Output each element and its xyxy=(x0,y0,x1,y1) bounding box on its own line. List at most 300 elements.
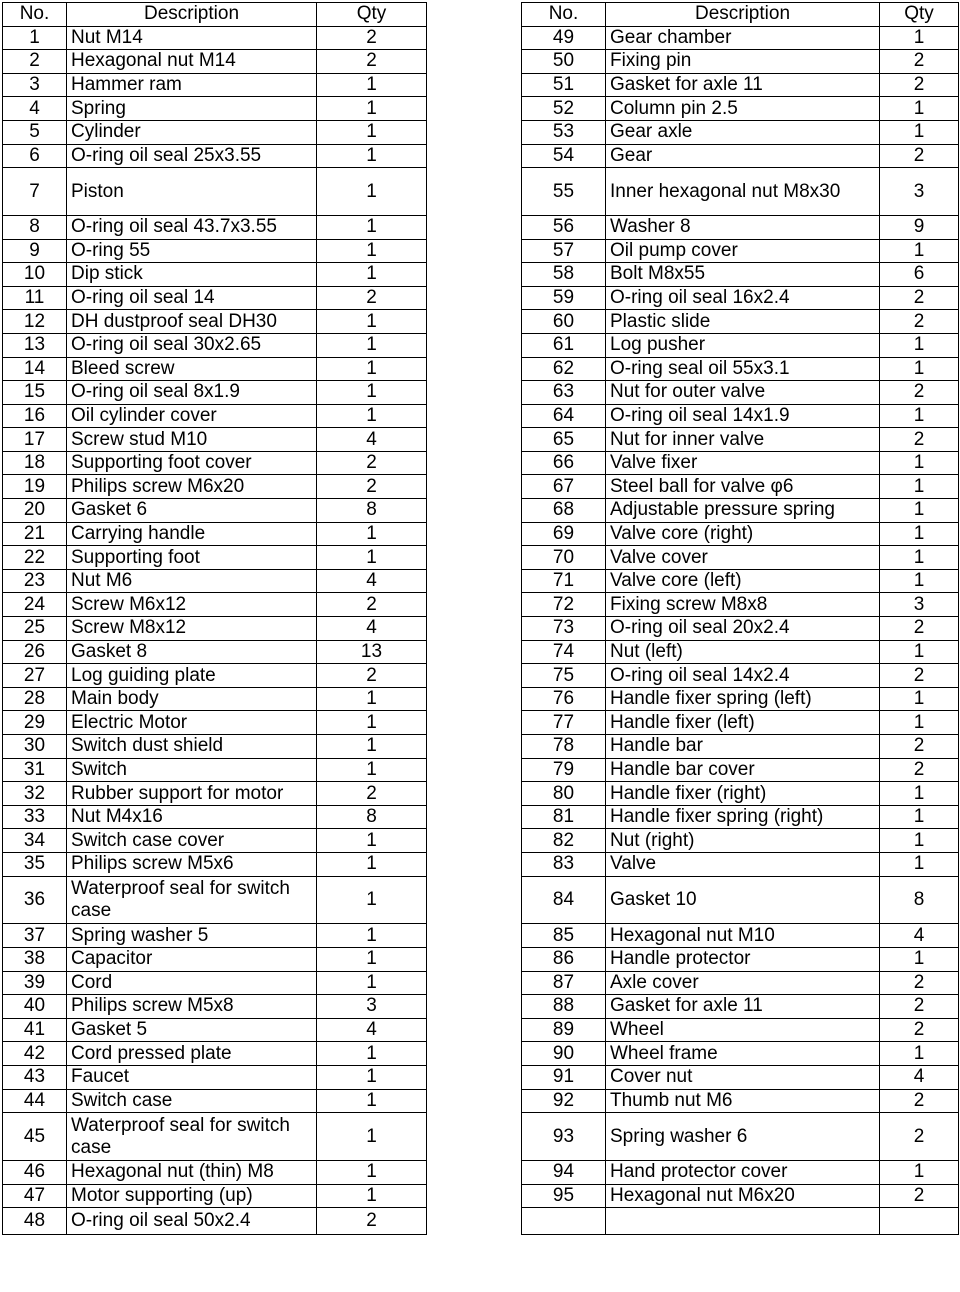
part-description: Screw M6x12 xyxy=(67,593,317,617)
part-description: Valve fixer xyxy=(606,451,880,475)
part-number: 44 xyxy=(3,1089,67,1113)
table-row xyxy=(522,852,959,876)
part-number: 47 xyxy=(3,1184,67,1208)
part-description: Carrying handle xyxy=(67,522,317,546)
part-number: 55 xyxy=(522,168,606,216)
part-number: 48 xyxy=(3,1208,67,1235)
part-number: 7 xyxy=(3,168,67,216)
part-quantity: 2 xyxy=(317,451,427,475)
part-quantity: 2 xyxy=(880,1089,959,1113)
part-number: 33 xyxy=(3,805,67,829)
part-number: 13 xyxy=(3,333,67,357)
part-number: 42 xyxy=(3,1042,67,1066)
part-quantity: 1 xyxy=(317,947,427,971)
part-quantity: 13 xyxy=(317,640,427,664)
part-quantity: 1 xyxy=(317,758,427,782)
table-row xyxy=(3,805,427,829)
table-row xyxy=(522,239,959,263)
part-quantity: 2 xyxy=(880,1018,959,1042)
table-row xyxy=(3,1208,427,1235)
part-quantity: 3 xyxy=(880,593,959,617)
part-description: Handle fixer spring (right) xyxy=(606,805,880,829)
part-quantity: 1 xyxy=(317,735,427,759)
part-quantity: 1 xyxy=(880,451,959,475)
part-quantity: 1 xyxy=(317,97,427,121)
part-number: 84 xyxy=(522,876,606,924)
part-number: 49 xyxy=(522,26,606,50)
part-description: O-ring oil seal 14x1.9 xyxy=(606,404,880,428)
part-quantity: 2 xyxy=(880,995,959,1019)
table-row xyxy=(3,499,427,523)
part-description: Nut M14 xyxy=(67,26,317,50)
part-quantity: 1 xyxy=(317,971,427,995)
part-number: 58 xyxy=(522,263,606,287)
table-row xyxy=(522,971,959,995)
part-quantity: 1 xyxy=(880,499,959,523)
part-quantity: 1 xyxy=(317,215,427,239)
part-number: 60 xyxy=(522,310,606,334)
part-description: Handle fixer (left) xyxy=(606,711,880,735)
part-number: 74 xyxy=(522,640,606,664)
part-number: 6 xyxy=(3,144,67,168)
table-row xyxy=(3,50,427,74)
part-number: 65 xyxy=(522,428,606,452)
table-row xyxy=(3,522,427,546)
part-description: Column pin 2.5 xyxy=(606,97,880,121)
part-quantity: 1 xyxy=(880,97,959,121)
part-number: 79 xyxy=(522,758,606,782)
table-row xyxy=(522,357,959,381)
part-description: Philips screw M5x6 xyxy=(67,852,317,876)
part-number: 62 xyxy=(522,357,606,381)
part-number: 30 xyxy=(3,735,67,759)
table-row xyxy=(3,73,427,97)
part-description: O-ring oil seal 8x1.9 xyxy=(67,381,317,405)
part-number: 91 xyxy=(522,1065,606,1089)
part-quantity: 6 xyxy=(880,263,959,287)
table-row xyxy=(522,428,959,452)
part-quantity: 2 xyxy=(317,50,427,74)
part-description: Supporting foot xyxy=(67,546,317,570)
part-description: Main body xyxy=(67,687,317,711)
part-description: Piston xyxy=(67,168,317,216)
part-description: Gasket for axle 11 xyxy=(606,995,880,1019)
part-quantity: 2 xyxy=(880,758,959,782)
part-number: 50 xyxy=(522,50,606,74)
part-description: O-ring oil seal 14x2.4 xyxy=(606,664,880,688)
table-row xyxy=(3,664,427,688)
table-row xyxy=(3,1089,427,1113)
part-number: 31 xyxy=(3,758,67,782)
part-number: 45 xyxy=(3,1113,67,1161)
part-number: 17 xyxy=(3,428,67,452)
part-number: 12 xyxy=(3,310,67,334)
part-quantity: 1 xyxy=(317,168,427,216)
table-row xyxy=(522,876,959,924)
part-quantity: 2 xyxy=(880,73,959,97)
part-description: Hexagonal nut (thin) M8 xyxy=(67,1160,317,1184)
part-quantity: 1 xyxy=(317,144,427,168)
table-row xyxy=(3,1018,427,1042)
part-description: Motor supporting (up) xyxy=(67,1184,317,1208)
table-row xyxy=(522,1089,959,1113)
part-number: 41 xyxy=(3,1018,67,1042)
part-number: 88 xyxy=(522,995,606,1019)
table-row xyxy=(3,852,427,876)
part-number: 43 xyxy=(3,1065,67,1089)
table-row xyxy=(3,546,427,570)
part-quantity: 8 xyxy=(317,499,427,523)
part-quantity: 1 xyxy=(317,120,427,144)
part-quantity: 2 xyxy=(317,593,427,617)
part-quantity: 2 xyxy=(880,286,959,310)
part-description: Axle cover xyxy=(606,971,880,995)
part-description: Nut (right) xyxy=(606,829,880,853)
part-quantity: 1 xyxy=(880,640,959,664)
part-description: Faucet xyxy=(67,1065,317,1089)
table-row xyxy=(522,640,959,664)
table-row xyxy=(3,711,427,735)
part-quantity: 1 xyxy=(880,711,959,735)
part-description: Hexagonal nut M6x20 xyxy=(606,1184,880,1208)
parts-table-left xyxy=(2,2,427,1235)
part-description: Handle bar xyxy=(606,735,880,759)
part-quantity: 2 xyxy=(880,50,959,74)
part-number: 51 xyxy=(522,73,606,97)
part-quantity: 1 xyxy=(880,404,959,428)
table-row xyxy=(522,735,959,759)
part-number: 3 xyxy=(3,73,67,97)
part-description: Inner hexagonal nut M8x30 xyxy=(606,168,880,216)
part-description: Bleed screw xyxy=(67,357,317,381)
part-number: 16 xyxy=(3,404,67,428)
part-number: 20 xyxy=(3,499,67,523)
table-row xyxy=(3,1042,427,1066)
part-number: 25 xyxy=(3,617,67,641)
part-quantity: 8 xyxy=(880,876,959,924)
table-row xyxy=(522,263,959,287)
part-quantity: 2 xyxy=(880,144,959,168)
part-number: 19 xyxy=(3,475,67,499)
part-quantity: 1 xyxy=(317,1184,427,1208)
part-description: Valve core (left) xyxy=(606,569,880,593)
part-description: Log guiding plate xyxy=(67,664,317,688)
parts-table-right xyxy=(521,2,959,1235)
table-row xyxy=(522,310,959,334)
part-quantity: 1 xyxy=(317,1042,427,1066)
part-description: Hexagonal nut M10 xyxy=(606,924,880,948)
part-number: 21 xyxy=(3,522,67,546)
part-description: Switch case xyxy=(67,1089,317,1113)
table-row xyxy=(522,1113,959,1161)
part-quantity: 1 xyxy=(317,829,427,853)
table-row xyxy=(522,924,959,948)
table-row xyxy=(522,805,959,829)
part-number: 27 xyxy=(3,664,67,688)
part-quantity: 1 xyxy=(880,1042,959,1066)
part-description: Nut for outer valve xyxy=(606,381,880,405)
table-row xyxy=(3,1184,427,1208)
part-number: 90 xyxy=(522,1042,606,1066)
table-row xyxy=(522,381,959,405)
part-description: Wheel frame xyxy=(606,1042,880,1066)
part-number: 73 xyxy=(522,617,606,641)
part-description: O-ring oil seal 50x2.4 xyxy=(67,1208,317,1235)
table-row xyxy=(3,475,427,499)
table-row xyxy=(522,687,959,711)
header-no: No. xyxy=(522,3,606,27)
part-number: 71 xyxy=(522,569,606,593)
part-quantity: 1 xyxy=(317,333,427,357)
part-quantity: 1 xyxy=(317,404,427,428)
part-description: Cord pressed plate xyxy=(67,1042,317,1066)
part-description: O-ring seal oil 55x3.1 xyxy=(606,357,880,381)
table-row xyxy=(522,522,959,546)
part-description: Fixing pin xyxy=(606,50,880,74)
part-quantity: 2 xyxy=(317,26,427,50)
part-description: Gasket 5 xyxy=(67,1018,317,1042)
part-quantity: 1 xyxy=(317,1089,427,1113)
table-row xyxy=(3,569,427,593)
part-number: 37 xyxy=(3,924,67,948)
part-description: Valve cover xyxy=(606,546,880,570)
part-description: Switch xyxy=(67,758,317,782)
part-number: 59 xyxy=(522,286,606,310)
part-number: 35 xyxy=(3,852,67,876)
part-description: Plastic slide xyxy=(606,310,880,334)
part-number: 86 xyxy=(522,947,606,971)
part-quantity: 2 xyxy=(880,428,959,452)
part-number: 67 xyxy=(522,475,606,499)
part-number: 56 xyxy=(522,215,606,239)
part-number: 46 xyxy=(3,1160,67,1184)
part-quantity: 1 xyxy=(317,1065,427,1089)
part-description: O-ring oil seal 16x2.4 xyxy=(606,286,880,310)
part-number: 10 xyxy=(3,263,67,287)
part-quantity: 1 xyxy=(880,475,959,499)
table-row xyxy=(3,971,427,995)
part-quantity: 1 xyxy=(317,711,427,735)
table-row xyxy=(3,144,427,168)
part-description: DH dustproof seal DH30 xyxy=(67,310,317,334)
part-number: 8 xyxy=(3,215,67,239)
part-number: 64 xyxy=(522,404,606,428)
part-quantity: 1 xyxy=(880,546,959,570)
part-description: Valve core (right) xyxy=(606,522,880,546)
table-row xyxy=(3,97,427,121)
part-number: 38 xyxy=(3,947,67,971)
part-quantity: 1 xyxy=(317,239,427,263)
part-description: Hand protector cover xyxy=(606,1160,880,1184)
table-row xyxy=(3,404,427,428)
part-quantity: 1 xyxy=(880,357,959,381)
table-row xyxy=(522,499,959,523)
part-quantity: 2 xyxy=(317,1208,427,1235)
part-description: Oil cylinder cover xyxy=(67,404,317,428)
table-row xyxy=(522,168,959,216)
part-description: Handle fixer spring (left) xyxy=(606,687,880,711)
part-number: 66 xyxy=(522,451,606,475)
table-row xyxy=(522,97,959,121)
part-number: 34 xyxy=(3,829,67,853)
part-quantity: 1 xyxy=(880,947,959,971)
part-description: Rubber support for motor xyxy=(67,782,317,806)
table-row xyxy=(3,593,427,617)
part-description: Philips screw M6x20 xyxy=(67,475,317,499)
table-row xyxy=(522,26,959,50)
header-row xyxy=(3,3,427,27)
part-number: 69 xyxy=(522,522,606,546)
table-row xyxy=(522,333,959,357)
table-row xyxy=(522,1208,959,1235)
part-number: 94 xyxy=(522,1160,606,1184)
part-description: O-ring oil seal 14 xyxy=(67,286,317,310)
part-quantity: 1 xyxy=(317,546,427,570)
part-description: Gasket 10 xyxy=(606,876,880,924)
part-quantity: 2 xyxy=(880,664,959,688)
part-number: 28 xyxy=(3,687,67,711)
part-description: Capacitor xyxy=(67,947,317,971)
table-row xyxy=(522,995,959,1019)
part-quantity: 2 xyxy=(880,1184,959,1208)
table-row xyxy=(522,451,959,475)
part-quantity: 2 xyxy=(880,310,959,334)
part-description: O-ring oil seal 25x3.55 xyxy=(67,144,317,168)
part-quantity: 1 xyxy=(317,522,427,546)
part-quantity: 1 xyxy=(317,924,427,948)
part-description: Spring washer 6 xyxy=(606,1113,880,1161)
table-row xyxy=(522,286,959,310)
part-number: 68 xyxy=(522,499,606,523)
part-description: Gear chamber xyxy=(606,26,880,50)
part-description: Thumb nut M6 xyxy=(606,1089,880,1113)
table-row xyxy=(522,569,959,593)
part-description: Nut for inner valve xyxy=(606,428,880,452)
part-number: 18 xyxy=(3,451,67,475)
part-description: Handle protector xyxy=(606,947,880,971)
table-row xyxy=(3,263,427,287)
part-description: Nut M4x16 xyxy=(67,805,317,829)
part-description: Gasket for axle 11 xyxy=(606,73,880,97)
part-number: 15 xyxy=(3,381,67,405)
table-row xyxy=(3,735,427,759)
part-number: 63 xyxy=(522,381,606,405)
part-quantity: 1 xyxy=(880,852,959,876)
part-quantity: 1 xyxy=(880,522,959,546)
part-description: Spring xyxy=(67,97,317,121)
part-quantity: 4 xyxy=(317,428,427,452)
part-description: Hammer ram xyxy=(67,73,317,97)
part-quantity: 1 xyxy=(880,569,959,593)
part-number: 26 xyxy=(3,640,67,664)
table-row xyxy=(522,404,959,428)
part-quantity: 4 xyxy=(317,1018,427,1042)
part-number: 57 xyxy=(522,239,606,263)
header-no: No. xyxy=(3,3,67,27)
part-quantity: 4 xyxy=(317,617,427,641)
part-description: O-ring oil seal 43.7x3.55 xyxy=(67,215,317,239)
part-quantity: 2 xyxy=(317,664,427,688)
part-description: Screw M8x12 xyxy=(67,617,317,641)
part-number: 54 xyxy=(522,144,606,168)
part-number: 95 xyxy=(522,1184,606,1208)
part-quantity: 1 xyxy=(317,1160,427,1184)
part-number xyxy=(522,1208,606,1235)
part-number: 75 xyxy=(522,664,606,688)
part-number: 77 xyxy=(522,711,606,735)
table-row xyxy=(522,758,959,782)
table-row xyxy=(3,947,427,971)
table-row xyxy=(522,593,959,617)
part-number: 81 xyxy=(522,805,606,829)
part-description: Waterproof seal for switch case xyxy=(67,1113,317,1161)
part-number: 52 xyxy=(522,97,606,121)
part-description: Gear xyxy=(606,144,880,168)
table-row xyxy=(3,239,427,263)
part-quantity: 1 xyxy=(880,26,959,50)
part-description: Adjustable pressure spring xyxy=(606,499,880,523)
part-number: 93 xyxy=(522,1113,606,1161)
part-description: Washer 8 xyxy=(606,215,880,239)
part-quantity: 1 xyxy=(880,687,959,711)
part-quantity: 1 xyxy=(880,120,959,144)
part-number: 29 xyxy=(3,711,67,735)
table-row xyxy=(3,995,427,1019)
part-description: Screw stud M10 xyxy=(67,428,317,452)
part-description: Waterproof seal for switch case xyxy=(67,876,317,924)
part-description: Nut M6 xyxy=(67,569,317,593)
table-row xyxy=(3,381,427,405)
part-number: 14 xyxy=(3,357,67,381)
part-quantity: 1 xyxy=(880,333,959,357)
table-row xyxy=(522,1160,959,1184)
table-row xyxy=(3,451,427,475)
part-description: Switch dust shield xyxy=(67,735,317,759)
part-description: Philips screw M5x8 xyxy=(67,995,317,1019)
table-row xyxy=(522,73,959,97)
part-description: Supporting foot cover xyxy=(67,451,317,475)
part-number: 24 xyxy=(3,593,67,617)
table-row xyxy=(522,1018,959,1042)
part-number: 32 xyxy=(3,782,67,806)
table-row xyxy=(3,640,427,664)
part-quantity: 2 xyxy=(317,286,427,310)
table-row xyxy=(522,50,959,74)
table-row xyxy=(3,168,427,216)
part-description: Dip stick xyxy=(67,263,317,287)
part-description: Cylinder xyxy=(67,120,317,144)
part-number: 61 xyxy=(522,333,606,357)
part-quantity: 2 xyxy=(880,381,959,405)
part-description: Gasket 8 xyxy=(67,640,317,664)
part-quantity: 1 xyxy=(880,805,959,829)
part-quantity: 1 xyxy=(880,782,959,806)
part-description: Gear axle xyxy=(606,120,880,144)
table-row xyxy=(3,687,427,711)
part-number: 39 xyxy=(3,971,67,995)
part-number: 89 xyxy=(522,1018,606,1042)
part-description: Hexagonal nut M14 xyxy=(67,50,317,74)
table-row xyxy=(3,286,427,310)
table-row xyxy=(522,1042,959,1066)
part-quantity: 1 xyxy=(317,876,427,924)
part-description: Bolt M8x55 xyxy=(606,263,880,287)
part-quantity: 1 xyxy=(317,357,427,381)
header-qty: Qty xyxy=(317,3,427,27)
part-number: 22 xyxy=(3,546,67,570)
part-number: 70 xyxy=(522,546,606,570)
table-row xyxy=(522,1184,959,1208)
